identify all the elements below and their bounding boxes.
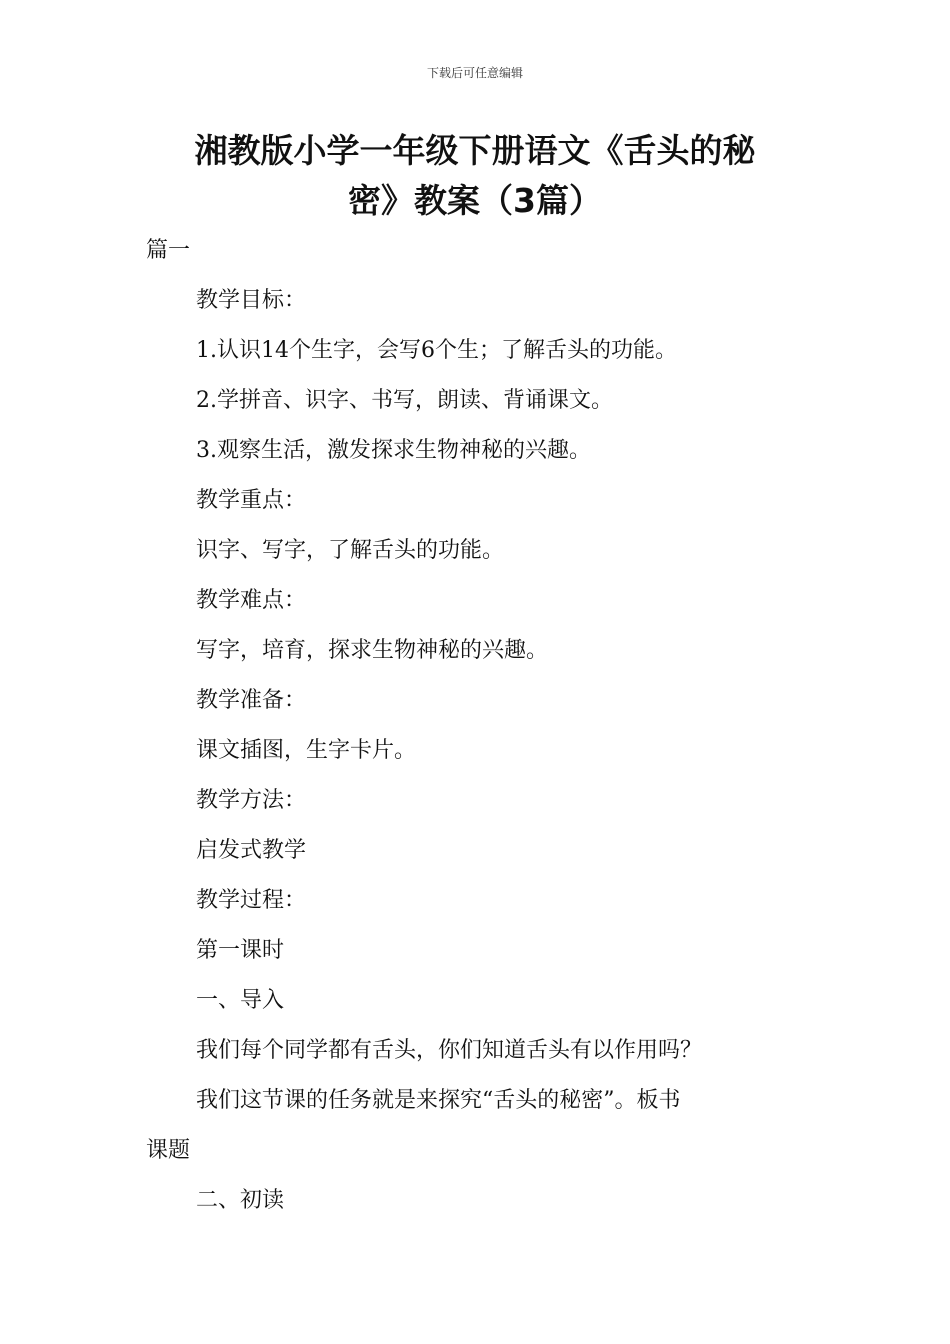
goal-heading: 教学目标： [196, 288, 307, 313]
step-heading-1: 一、导入 [196, 988, 285, 1013]
method-heading: 教学方法： [196, 788, 307, 813]
header-note: 下载后可任意编辑 [426, 66, 523, 80]
preparation-heading: 教学准备： [196, 688, 307, 713]
paragraph-2-line-2: 课题 [146, 1138, 191, 1163]
paragraph-2-line-1: 我们这节课的任务就是来探究“舌头的秘密”。板书 [196, 1088, 681, 1113]
method-text: 启发式教学 [196, 838, 307, 863]
document-title [140, 126, 810, 226]
lesson-label: 第一课时 [196, 938, 285, 963]
goal-item-3: 3.观察生活，激发探求生物神秘的兴趣。 [196, 438, 591, 463]
title-line-1: 湘教版小学一年级下册语文《舌头的秘 [194, 131, 756, 170]
section-label: 篇一 [146, 238, 191, 263]
preparation-text: 课文插图，生字卡片。 [196, 738, 417, 763]
key-point-text: 识字、写字，了解舌头的功能。 [196, 538, 505, 563]
difficulty-text: 写字，培育，探求生物神秘的兴趣。 [196, 638, 549, 663]
goal-item-1: 1.认识14个生字，会写6个生；了解舌头的功能。 [196, 338, 677, 363]
key-point-heading: 教学重点： [196, 488, 307, 513]
step-heading-2: 二、初读 [196, 1188, 285, 1213]
title-line-2: 密》教案（3篇） [348, 181, 602, 220]
paragraph-1: 我们每个同学都有舌头，你们知道舌头有以作用吗？ [196, 1038, 703, 1063]
document-body [146, 226, 816, 1226]
process-heading: 教学过程： [196, 888, 307, 913]
difficulty-heading: 教学难点： [196, 588, 307, 613]
goal-item-2: 2.学拼音、识字、书写，朗读、背诵课文。 [196, 388, 613, 413]
